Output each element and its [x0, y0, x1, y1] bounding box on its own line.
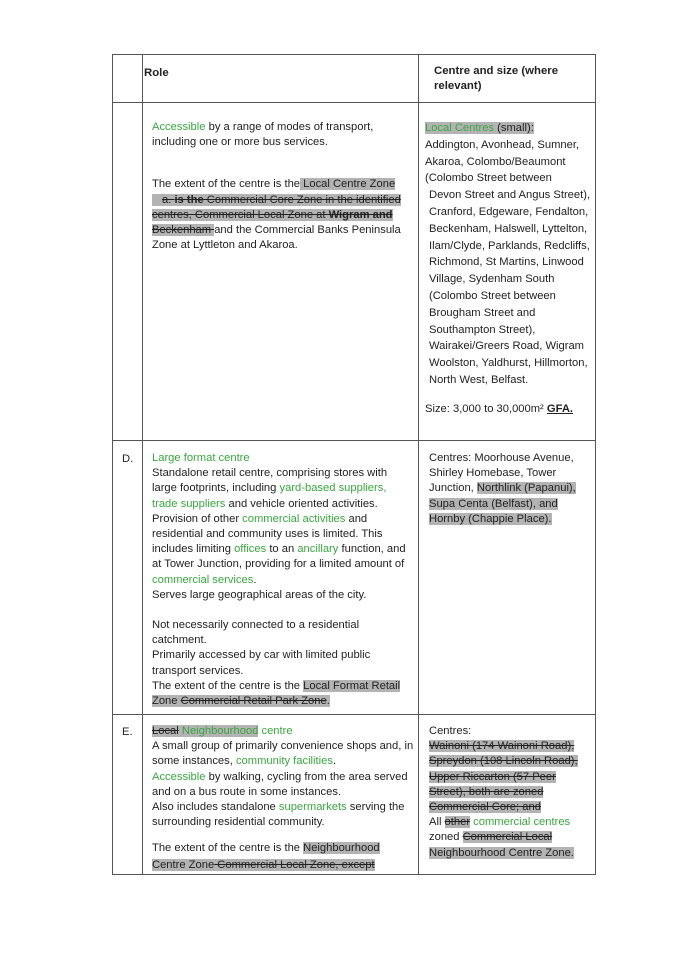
col-divider: [418, 54, 419, 875]
col-divider: [595, 54, 596, 875]
local-centres: [425, 120, 593, 418]
row-divider: [112, 102, 596, 103]
local-centres-list: Local Centres (small): Addington, Avonhead, Sumner, Akaroa, Colombo/Beaumont (Colombo Street between: [425, 122, 580, 185]
col-divider: [142, 54, 143, 875]
d-text-3: Serves large geographical areas of the city.: [152, 588, 367, 601]
header-role: Role: [144, 67, 169, 79]
d-text-2: Provision of other commercial activities and residential and community uses is limited. This includes limiting offices to an ancillary function, and at Tower Junction, providing for a limited amount of commercial services.: [152, 512, 406, 586]
d-text-6: The extent of the centre is the Local Format Retail Zone Commercial Retail Park Zone.: [152, 679, 401, 708]
row-letter-e: E.: [122, 726, 133, 738]
local-role-access: Accessible by a range of modes of transport, including one or more bus services.: [152, 121, 374, 149]
e-text-3: Also includes standalone supermarkets serving the surrounding residential community.: [152, 801, 405, 829]
d-text-5: Primarily accessed by car with limited public transport services.: [152, 649, 371, 677]
d-role: [152, 451, 414, 709]
local-role-extent: The extent of the centre is the Local Centre Zone a. is the Commercial Core Zone in the identified centres, Commercial Local Zone at Wigram and Beckenham and the Commercial Banks Peninsula Zone at Lyttleton and Akaroa.: [152, 178, 401, 252]
col-divider: [112, 54, 113, 875]
e-centres-all: All other commercial centres zoned Commercial Local Neighbourhood Centre Zone.: [429, 816, 574, 859]
e-title: Local Neighbourhood centre: [152, 725, 293, 737]
e-centres-deleted: Wainoni (174 Wainoni Road), Spreydon (108 Lincoln Road), Upper Riccarton (57 Peer Street), both are zoned Commercial Core; and: [429, 740, 578, 814]
d-text-4: Not necessarily connected to a residential catchment.: [152, 619, 360, 647]
e-role: [152, 724, 414, 873]
table-border-top: [112, 54, 596, 55]
local-size: Size: 3,000 to 30,000m² GFA.: [425, 402, 574, 415]
e-text-4: The extent of the centre is the Neighbourhood Centre Zone Commercial Local Zone, except: [152, 842, 380, 871]
local-centres-list-cont: Devon Street and Angus Street), Cranford, Edgeware, Fendalton, Beckenham, Halswell, Lyttelton, Ilam/Clyde, Parklands, Redcliffs, Richmond, St Martins, Linwood Village, Sydenham South (Colombo Street between Brougham Street and Southampton Street), Wairakei/Greers Road, Wigram Woolston, Yaldhurst, Hillmorton, North West, Belfast.: [429, 189, 591, 386]
local-role: [152, 120, 410, 253]
row-divider: [112, 714, 596, 715]
d-centres-list: Centres: Moorhouse Avenue, Shirley Homebase, Tower Junction, Northlink (Papanui), Supa Centa (Belfast), and Hornby (Chappie Place).: [429, 452, 576, 525]
table-border-bottom: [112, 874, 596, 875]
e-text-2: Accessible by walking, cycling from the area served and on a bus route in some instances.: [152, 770, 408, 798]
e-text-1: A small group of primarily convenience shops and, in some instances, community facilities.: [152, 740, 414, 768]
e-centres: [429, 724, 591, 861]
d-centres: [429, 451, 589, 527]
d-text-1: Standalone retail centre, comprising stores with large footprints, including yard-based suppliers, trade suppliers and vehicle oriented activities.: [152, 467, 388, 510]
policy-table: [112, 54, 596, 876]
row-divider: [112, 440, 596, 441]
header-centre: Centre and size (where relevant): [434, 65, 559, 92]
d-title: Large format centre: [152, 452, 250, 464]
row-letter-d: D.: [122, 453, 134, 465]
e-centres-head: Centres:: [429, 725, 472, 737]
